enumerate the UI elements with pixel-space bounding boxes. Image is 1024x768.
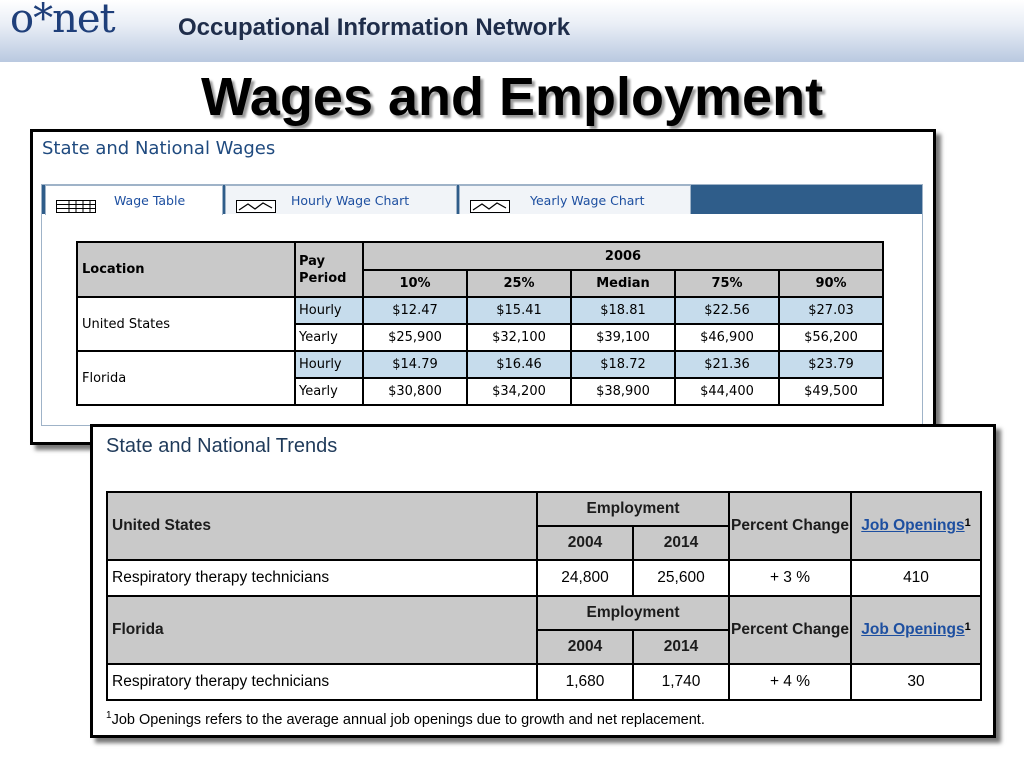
job-openings-cell: 410 [851,560,981,596]
percent-change-cell: + 4 % [729,664,851,700]
tab-bar [42,185,922,214]
table-row [77,351,883,378]
wage-cell: $30,800 [363,378,467,405]
year-header: 2014 [633,630,729,664]
wage-table [76,241,884,406]
year-header: 2004 [537,630,633,664]
tab-yearly-wage-chart[interactable] [459,185,691,214]
wage-cell: $22.56 [675,297,779,324]
wage-cell: $18.81 [571,297,675,324]
employment-2004-cell: 1,680 [537,664,633,700]
wage-cell: $25,900 [363,324,467,351]
year-header: 2004 [537,526,633,560]
footnote-marker: 1 [964,517,971,529]
table-icon [56,194,96,223]
wage-cell: $44,400 [675,378,779,405]
header-band [0,0,1024,62]
percent-change-header: Percent Change [729,596,851,664]
wage-cell: $15.41 [467,297,571,324]
job-openings-header [851,596,981,664]
location-header: Location [77,242,295,297]
location-cell: Florida [77,351,295,405]
tab-hourly-wage-chart-label: Hourly Wage Chart [291,193,410,208]
tab-yearly-wage-chart-label: Yearly Wage Chart [530,193,645,208]
pay-period-cell: Yearly [295,378,363,405]
footnote [106,710,705,728]
wage-cell: $27.03 [779,297,883,324]
footnote-marker: 1 [106,710,112,721]
occupation-cell: Respiratory therapy technicians [107,664,537,700]
wage-cell: $23.79 [779,351,883,378]
wage-cell: $16.46 [467,351,571,378]
footnote-marker: 1 [964,621,971,633]
year-header: 2014 [633,526,729,560]
table-row [77,297,883,324]
tab-wage-table-label: Wage Table [114,193,186,208]
trends-panel-title: State and National Trends [106,435,338,457]
wage-cell: $49,500 [779,378,883,405]
percent-change-header: Percent Change [729,492,851,560]
table-row [107,664,981,700]
wages-panel [30,129,936,445]
wage-cell: $21.36 [675,351,779,378]
line-chart-icon [236,194,276,223]
wage-cell: $34,200 [467,378,571,405]
wage-cell: $32,100 [467,324,571,351]
footnote-text: Job Openings refers to the average annual job openings due to growth and net replacement. [111,711,705,728]
wage-cell: $39,100 [571,324,675,351]
employment-header: Employment [537,492,729,526]
occupation-cell: Respiratory therapy technicians [107,560,537,596]
percentile-header: Median [571,270,675,297]
network-name: Occupational Information Network [178,14,571,41]
year-header: 2006 [363,242,883,270]
slide-title: Wages and Employment [200,67,824,127]
employment-header: Employment [537,596,729,630]
trends-panel [90,424,996,738]
job-openings-link[interactable]: Job Openings [861,517,965,534]
percentile-header: 75% [675,270,779,297]
job-openings-header [851,492,981,560]
employment-2004-cell: 24,800 [537,560,633,596]
pay-period-cell: Yearly [295,324,363,351]
wage-cell: $14.79 [363,351,467,378]
region-header-us: United States [107,492,537,560]
tab-hourly-wage-chart[interactable] [225,185,457,214]
wage-cell: $12.47 [363,297,467,324]
job-openings-cell: 30 [851,664,981,700]
wages-panel-body [41,184,923,426]
wage-cell: $18.72 [571,351,675,378]
percentile-header: 10% [363,270,467,297]
location-cell: United States [77,297,295,351]
employment-2014-cell: 25,600 [633,560,729,596]
job-openings-link[interactable]: Job Openings [861,621,965,638]
wage-cell: $38,900 [571,378,675,405]
trends-table [106,491,982,701]
wage-cell: $56,200 [779,324,883,351]
employment-2014-cell: 1,740 [633,664,729,700]
line-chart-icon [470,194,510,223]
percentile-header: 25% [467,270,571,297]
pay-period-header: Pay Period [295,242,363,297]
pay-period-cell: Hourly [295,297,363,324]
wage-cell: $46,900 [675,324,779,351]
wages-panel-title: State and National Wages [42,138,276,159]
pay-period-cell: Hourly [295,351,363,378]
tab-wage-table[interactable] [45,185,223,215]
percentile-header: 90% [779,270,883,297]
table-row [107,560,981,596]
onet-logo[interactable]: o*net [10,0,115,42]
region-header-florida: Florida [107,596,537,664]
percent-change-cell: + 3 % [729,560,851,596]
